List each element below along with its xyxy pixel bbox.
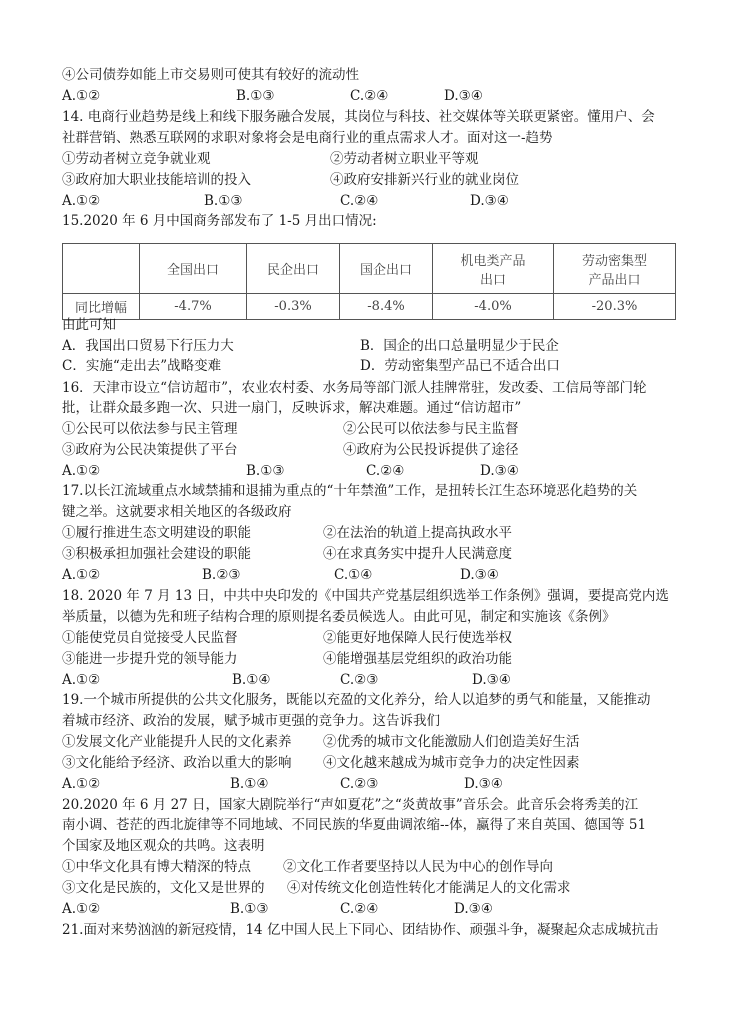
table-cell: -20.3% (554, 294, 676, 320)
option-text: ②在法治的轨道上提高执政水平 (323, 525, 512, 541)
option-text: B.①③ (204, 193, 243, 209)
table-header-cell: 民企出口 (247, 244, 340, 294)
option-text: ③文化能给予经济、政治以重大的影响 (62, 755, 292, 771)
text-line: 南小调、苍茫的西北旋律等不同地域、不同民族的华夏曲调浓缩--体，赢得了来自英国、德国等 51 (62, 817, 647, 833)
option-text: C.②④ (340, 901, 379, 917)
option-text: ③文化是民族的，文化又是世界的 (62, 880, 265, 896)
option-text: B.①④ (232, 672, 271, 688)
option-text: D.③④ (454, 901, 493, 917)
option-text: ④政府安排新兴行业的就业岗位 (330, 172, 519, 188)
option-text: C．实施“走出去”战略变难 (62, 358, 222, 374)
option-text: ④能增强基层党组织的政治功能 (323, 651, 512, 667)
text-line: ④公司债券如能上市交易则可使其有较好的流动性 (62, 67, 359, 83)
text-line: 由此可知 (62, 317, 116, 333)
option-text: B.②③ (202, 567, 241, 583)
option-text: ④对传统文化创造性转化才能满足人的文化需求 (287, 880, 571, 896)
option-text: A.①② (62, 88, 101, 104)
table-cell: -0.3% (247, 294, 340, 320)
text-line: 16．天津市设立“信访超市”，农业农村委、水务局等部门派人挂牌常驻，发改委、工信局等部门轮 (62, 380, 647, 396)
text-line: 14. 电商行业趋势是线上和线下服务融合发展，其岗位与科技、社交媒体等关联更紧密。懂用户、会 (62, 109, 655, 125)
option-text: ②公民可以依法参与民主监督 (343, 421, 519, 437)
option-text: A.①② (62, 776, 101, 792)
text-line: 15.2020 年 6 月中国商务部发布了 1-5 月出口情况: (62, 213, 377, 229)
option-text: A.①② (62, 672, 101, 688)
text-line: 17.以长江流域重点水域禁捕和退捕为重点的“十年禁渔”工作，是扭转长江生态环境恶化趋势的关 (62, 483, 638, 499)
option-text: B.①③ (246, 463, 285, 479)
text-line: 批，让群众最多跑一次、只进一扇门，反映诉求，解决难题。通过“信访超市” (62, 400, 522, 416)
text-line: 19.一个城市所提供的公共文化服务，既能以充盈的文化养分，给人以追梦的勇气和能量，又能推动 (62, 692, 651, 708)
option-text: ④在求真务实中提升人民满意度 (323, 546, 512, 562)
text-line: 社群营销、熟悉互联网的求职对象将会是电商行业的重点需求人才。面对这一-趋势 (62, 130, 553, 146)
table-header-cell: 机电类产品 出口 (433, 244, 554, 294)
table-header-cell: 国企出口 (340, 244, 433, 294)
option-text: C.②④ (340, 193, 379, 209)
table-row-label: 同比增幅 (63, 294, 140, 320)
option-text: ③政府为公民决策提供了平台 (62, 442, 238, 458)
table-header-cell (63, 244, 140, 294)
option-text: D．劳动密集型产品已不适合出口 (360, 358, 560, 374)
option-text: D.③④ (460, 567, 499, 583)
option-text: C.②③ (340, 776, 379, 792)
text-line: 个国家及地区观众的共鸣。这表明 (62, 838, 265, 854)
option-text: ②文化工作者要坚持以人民为中心的创作导向 (283, 859, 553, 875)
option-text: ①履行推进生态文明建设的职能 (62, 525, 251, 541)
option-text: ③积极承担加强社会建设的职能 (62, 546, 251, 562)
option-text: B.①③ (236, 88, 275, 104)
option-text: ②能更好地保障人民行使选举权 (323, 630, 512, 646)
option-text: A．我国出口贸易下行压力大 (62, 338, 234, 354)
option-text: C.②④ (366, 463, 405, 479)
option-text: B.①③ (230, 901, 269, 917)
option-text: B.①④ (230, 776, 269, 792)
table-header-cell: 劳动密集型 产品出口 (554, 244, 676, 294)
text-line: 18. 2020 年 7 月 13 日，中共中央印发的《中国共产党基层组织选举工作条例》强调，要提高党内选 (62, 588, 669, 604)
option-text: D.③④ (470, 193, 509, 209)
option-text: ③政府加大职业技能培训的投入 (62, 172, 251, 188)
option-text: ①劳动者树立竞争就业观 (62, 151, 211, 167)
text-line: 21.面对来势汹汹的新冠疫情，14 亿中国人民上下同心、团结协作、顽强斗争，凝聚起众志成城抗击 (62, 922, 659, 938)
option-text: ①发展文化产业能提升人民的文化素养 (62, 734, 292, 750)
option-text: C.①④ (334, 567, 373, 583)
text-line: 20.2020 年 6 月 27 日，国家大剧院举行“声如夏花”之“炎黄故事”音乐会。此音乐会将秀美的江 (62, 797, 639, 813)
option-text: ①公民可以依法参与民主管理 (62, 421, 238, 437)
option-text: ④政府为公民投诉提供了途径 (343, 442, 519, 458)
option-text: B．国企的出口总量明显少于民企 (360, 338, 559, 354)
option-text: ③能进一步提升党的领导能力 (62, 651, 238, 667)
option-text: ①能使党员自觉接受人民监督 (62, 630, 238, 646)
option-text: D.③④ (444, 88, 483, 104)
table-header-cell: 全国出口 (140, 244, 247, 294)
table-cell: -4.0% (433, 294, 554, 320)
option-text: ①中华文化具有博大精深的特点 (62, 859, 251, 875)
export-table (62, 243, 676, 320)
table-cell: -4.7% (140, 294, 247, 320)
option-text: D.③④ (480, 463, 519, 479)
option-text: A.①② (62, 567, 101, 583)
option-text: D.③④ (464, 776, 503, 792)
option-text: ②劳动者树立职业平等观 (330, 151, 479, 167)
option-text: ②优秀的城市文化能激励人们创造美好生活 (323, 734, 580, 750)
option-text: ④文化越来越成为城市竞争力的决定性因素 (323, 755, 580, 771)
option-text: D.③④ (472, 672, 511, 688)
text-line: 举质量，以德为先和班子结构合理的原则提名委员候选人。由此可见，制定和实施该《条例》 (62, 609, 616, 625)
option-text: C.②③ (340, 672, 379, 688)
text-line: 着城市经济、政治的发展，赋予城市更强的竞争力。这告诉我们 (62, 713, 440, 729)
option-text: A.①② (62, 463, 101, 479)
option-text: A.①② (62, 901, 101, 917)
option-text: C.②④ (350, 88, 389, 104)
text-line: 键之举。这就要求相关地区的各级政府 (62, 504, 292, 520)
table-cell: -8.4% (340, 294, 433, 320)
option-text: A.①② (62, 193, 101, 209)
